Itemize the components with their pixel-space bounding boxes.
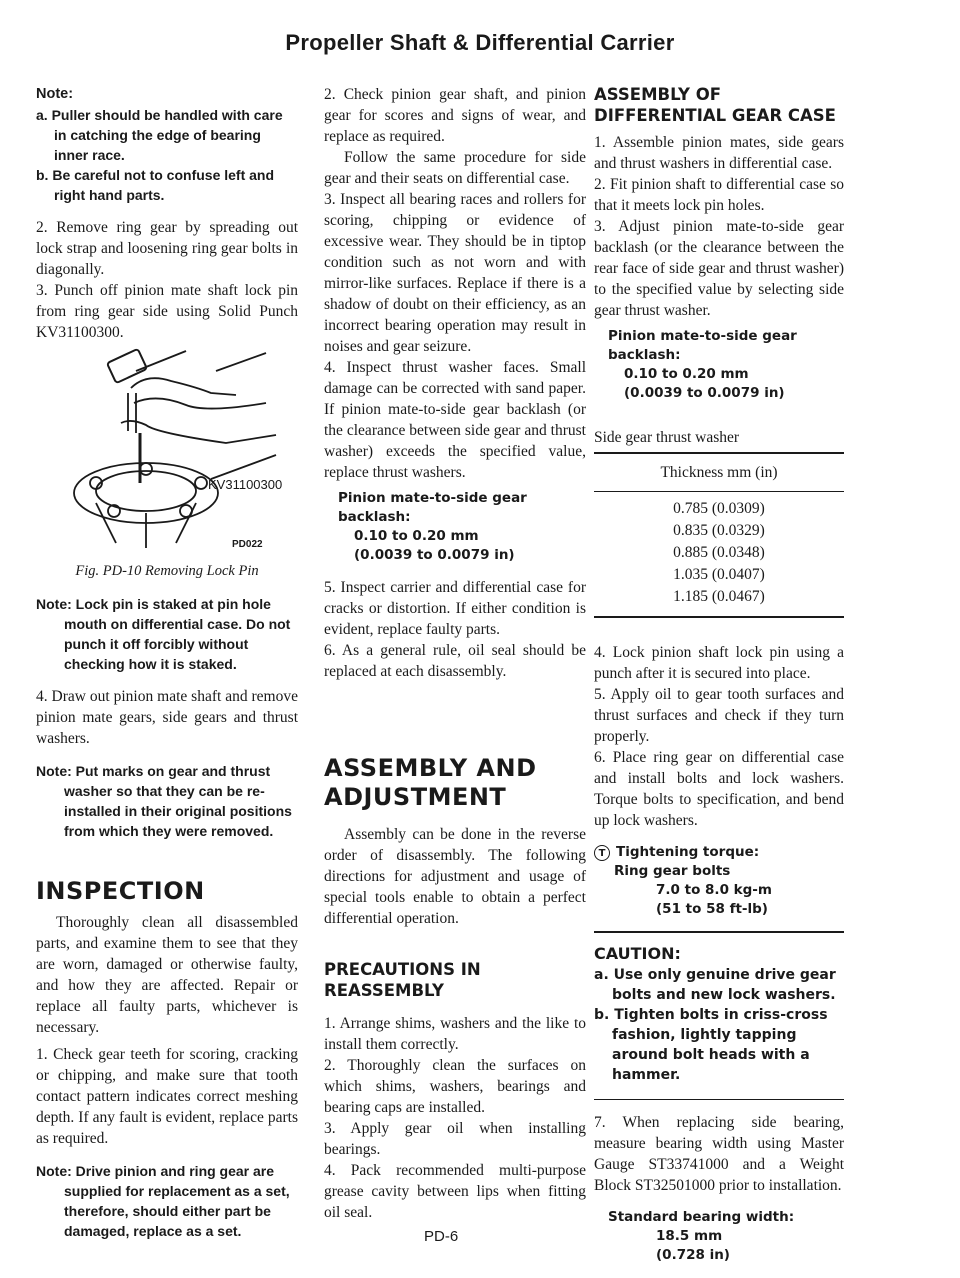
hand-icon [121,353,276,443]
inspection-heading: INSPECTION [36,877,205,905]
assembly-step-4: 4. Lock pinion shaft lock pin using a punch after it is secured into place. [594,644,844,682]
table-row: 1.185 (0.0467) [673,588,765,605]
step-2: 2. Remove ring gear by spreading out lock strap and loosening ring gear bolts in diagonally. [36,219,298,278]
tightening-torque [594,843,844,919]
table-row: 1.035 (0.0407) [673,566,765,583]
spec-mm: 0.10 to 0.20 mm [354,528,479,544]
assembly-step-7: 7. When replacing side bearing, measure bearing width using Master Gauge ST33741000 and a Weight Block ST32501000 prior to installation. [594,1114,844,1194]
caution-item-b: b. Tighten bolts in criss-cross fashion, lightly tapping around bolt heads with a hammer. [594,1007,828,1083]
table-header: Thickness mm (in) [594,454,844,492]
assembly-step-3: 3. Adjust pinion mate-to-side gear backlash (or the clearance between the rear face of side gear and thrust washer) to the specified value by selecting side gear thrust washer. [594,218,844,319]
step-4: 4. Draw out pinion mate shaft and remove pinion mate gears, side gears and thrust washers. [36,688,298,747]
reassembly-step-2: 2. Thoroughly clean the surfaces on which shims, washers, bearings and bearing caps are installed. [324,1057,586,1116]
table-title: Side gear thrust washer [594,429,740,446]
std-mm: 18.5 mm [656,1228,723,1244]
backlash-spec [324,489,586,565]
torque-label: Tightening torque: [616,844,760,860]
note-label: Note: [36,86,74,102]
table-row: 0.835 (0.0329) [673,522,765,539]
note-lock-pin: Note: Lock pin is staked at pin hole mouth on differential case. Do not punch it off forcibly without checking how it is staked. [36,596,291,672]
spec-in: (0.0039 to 0.0079 in) [624,385,785,401]
note-drive-pinion: Note: Drive pinion and ring gear are supplied for replacement as a set, therefore, should either part be damaged, replace as a set. [36,1163,290,1239]
torque-item: Ring gear bolts [614,863,731,879]
caution-item-a: a. Use only genuine drive gear bolts and new lock washers. [594,967,836,1003]
torque-icon: T [594,845,610,861]
middle-column [324,84,586,1223]
precautions-heading: PRECAUTIONS IN REASSEMBLY [324,960,481,1000]
reassembly-step-3: 3. Apply gear oil when installing bearings. [324,1120,586,1158]
note-item-b: b. Be careful not to confuse left and right hand parts. [36,167,275,203]
gear-case-heading: ASSEMBLY OF DIFFERENTIAL GEAR CASE [594,85,836,125]
table-row: 0.785 (0.0309) [673,500,765,517]
note-item-a: a. Puller should be handled with care in catching the edge of bearing inner race. [36,107,283,163]
inspection-step-3: 3. Inspect all bearing races and rollers for scoring, chipping or evidence of excessive wear. They should be in tiptop condition such as not worn and with mirror-like surfaces. Replace if there is a shadow of doubt on their efficiency, as an incorrect bearing operation may result in noises and gear seizure. [324,191,586,355]
thrust-washer-table [594,452,844,618]
inspection-step-4: 4. Inspect thrust washer faces. Small damage can be corrected with sand paper. If pinion mate-to-side gear backlash (or the clearance between side gear and thrust washer) exceeds the specified value, replace thrust washers. [324,359,586,481]
inspection-step-5: 5. Inspect carrier and differential case for cracks or distortion. If either condition is evident, replace faulty parts. [324,579,586,638]
spec-in: (0.0039 to 0.0079 in) [354,547,515,563]
note-put-marks: Note: Put marks on gear and thrust washer so that they can be re-installed in their original positions from which they were removed. [36,763,292,839]
inspection-step-1: 1. Check gear teeth for scoring, cracking or chipping, and make sure that tooth contact pattern indicates correct meshing depth. If any fault is evident, replace parts as required. [36,1046,298,1147]
reassembly-step-4: 4. Pack recommended multi-purpose grease cavity between lips when fitting oil seal. [324,1162,586,1221]
assembly-intro: Assembly can be done in the reverse order of disassembly. The following directions for adjustment and usage of special tools enable to obtain a perfect differential operation. [324,826,586,927]
spec-mm: 0.10 to 0.20 mm [624,366,749,382]
page-number: PD-6 [424,1228,459,1245]
lock-pin-illustration [36,343,298,561]
inspection-step-2: 2. Check pinion gear shaft, and pinion gear for scores and signs of wear, and replace as required. [324,86,586,145]
spec-label: Pinion mate-to-side gear backlash: [338,490,527,525]
figure-code: PD022 [232,539,263,550]
backlash-spec-right [594,327,844,403]
hammer-icon [107,349,186,383]
torque-value: 7.0 to 8.0 kg-m [656,882,772,898]
assembly-step-1: 1. Assemble pinion mates, side gears and thrust washers in differential case. [594,134,844,172]
std-label: Standard bearing width: [608,1209,795,1225]
assembly-heading: ASSEMBLY AND ADJUSTMENT [324,754,537,811]
torque-value-ft: (51 to 58 ft-lb) [656,901,768,917]
table-row: 0.885 (0.0348) [673,544,765,561]
std-in: (0.728 in) [656,1247,730,1263]
left-column [36,84,298,1241]
spec-label: Pinion mate-to-side gear backlash: [608,328,797,363]
caution-title: CAUTION: [594,944,681,963]
reassembly-step-1: 1. Arrange shims, washers and the like to install them correctly. [324,1015,586,1053]
inspection-step-6: 6. As a general rule, oil seal should be replaced at each disassembly. [324,642,586,680]
tool-label: KV31100300 [208,477,283,492]
page-title: Propeller Shaft & Differential Carrier [285,30,675,55]
caution-box [594,931,844,1100]
right-column [594,84,844,1265]
inspection-step-2b: Follow the same procedure for side gear and their seats on differential case. [324,149,586,187]
step-3: 3. Punch off pinion mate shaft lock pin from ring gear side using Solid Punch KV31100300. [36,282,298,341]
figure-caption: Fig. PD-10 Removing Lock Pin [75,563,259,579]
figure-removing-lock-pin [36,343,298,561]
assembly-step-6: 6. Place ring gear on differential case and install bolts and lock washers. Torque bolts to specification, and bend up lock washers. [594,749,844,829]
assembly-step-2: 2. Fit pinion shaft to differential case so that it meets lock pin holes. [594,176,844,214]
inspection-intro: Thoroughly clean all disassembled parts, and examine them to see that they are worn, damaged or otherwise faulty, and how they are affected. Repair or replace all faulty parts, whichever is necessary. [36,914,298,1036]
assembly-step-5: 5. Apply oil to gear tooth surfaces and thrust surfaces and check if they turn properly. [594,686,844,745]
standard-bearing-width [594,1208,844,1265]
